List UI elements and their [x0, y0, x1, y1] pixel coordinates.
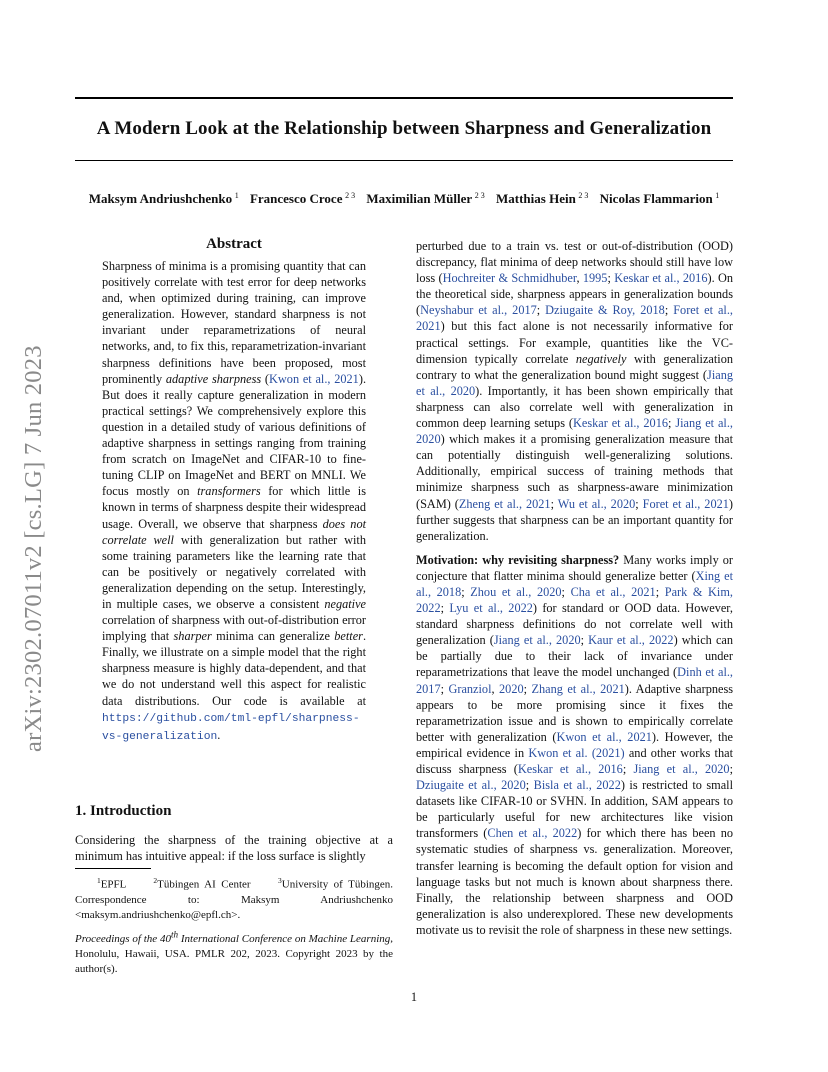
arxiv-identifier: arXiv:2302.07011v2 [cs.LG] 7 Jun 2023: [20, 345, 47, 752]
title-top-rule: [75, 97, 733, 99]
author-list: [75, 191, 733, 207]
text-run: ). Importantly, it has been shown empirically that sharpness can also correlate well with generalization in common deep learning setups (: [416, 383, 733, 431]
citation-link[interactable]: Dziugaite & Roy, 2018: [545, 303, 665, 318]
affiliation-mark: 2 3: [474, 191, 485, 200]
author-name: Nicolas Flammarion: [599, 191, 713, 206]
citation-link[interactable]: Kaur et al., 2022: [588, 633, 674, 648]
text-run: ) which makes it a promising generalization measure that can potentially distinguish well-generalizing solutions. Additionally, empirical success of training methods that minimize sharpness such as sharpness-aware minimization (SAM) (: [416, 432, 733, 511]
citation-link[interactable]: 2020: [499, 681, 524, 696]
introduction-text: Considering the sharpness of the training objective at a minimum has intuitive appeal: if the loss surface is slightly: [75, 833, 393, 864]
citation-link[interactable]: Dinh et al., 2017: [416, 665, 734, 696]
text-run: ,: [576, 271, 583, 286]
text-run: ;: [664, 303, 674, 318]
author-name: Francesco Croce: [249, 191, 343, 206]
abstract-body: Sharpness of minima is a promising quantity that can positively correlate with test error for deep networks and, when optimized during training, can improve generalization. However, standard sharpness is not invariant under reparametrizations of neural networks, and, to fix this, reparametrization-invariant sharpness definitions have been proposed, most prominently adaptive sharpness (Kwon et al., 2021). But does it really capture generalization in modern practical settings? We comprehensively explore this question in a detailed study of various definitions of adaptive sharpness in settings ranging from training from scratch on ImageNet and CIFAR-10 to fine-tuning CLIP on ImageNet and BERT on MNLI. We focus mostly on transformers for which little is known in terms of sharpness despite their widespread usage. Overall, we observe that sharpness does not correlate well with generalization but rather with some training parameters like the learning rate that can be positively or negatively correlated with generalization depending on the setup. Interestingly, in multiple cases, we observe a consistent negative correlation of sharpness with out-of-distribution error implying that sharper minima can generalize better. Finally, we illustrate on a simple model that the right sharpness measure is highly data-dependent, and that we do not understand well this aspect for realistic data distributions. Our code is available at https://github.com/tml-epfl/sharpness-vs-generalization.: [102, 259, 367, 743]
author: [496, 191, 588, 206]
text-run: ;: [622, 762, 634, 776]
proceedings-note: Proceedings of the 40th International Conference on Machine Learning, Honolulu, Hawaii, USA. PMLR 202, 2023. Copyright 2023 by the author(s).: [75, 929, 393, 975]
section-heading-introduction: 1. Introduction: [75, 803, 172, 819]
citation-link[interactable]: Xing et al., 2018: [416, 568, 733, 599]
author: [89, 191, 239, 206]
paragraph-motivation: [416, 552, 733, 938]
citation-link[interactable]: Kwon et al. (2021): [528, 745, 625, 760]
code-repository-link[interactable]: https://github.com/tml-epfl/sharpness-vs-generalization: [102, 712, 360, 743]
text-run: ;: [607, 271, 615, 286]
text-run: ;: [561, 584, 571, 599]
text-run: ) but this fact alone is not necessarily informative for practical settings. For example, quantities like the VC-dimension typically correlate: [416, 319, 733, 366]
citation-link[interactable]: Neyshabur et al., 2017: [420, 303, 537, 318]
citation-link[interactable]: Dziugaite et al., 2020: [416, 778, 526, 793]
text-run: ) which can be partially due to their lack of invariance under reparametrizations that leave the model unchanged (: [416, 633, 734, 680]
citation-link[interactable]: Chen et al., 2022: [487, 826, 578, 841]
author-name: Maksym Andriushchenko: [88, 191, 233, 206]
text-run: ). On the theoretical side, sharpness appears in generalization bounds (: [416, 271, 734, 318]
paper-title: A Modern Look at the Relationship between Sharpness and Generalization: [96, 118, 712, 139]
citation-link[interactable]: Kwon et al., 2021: [269, 371, 359, 386]
text-run: ;: [729, 762, 733, 776]
citation-link[interactable]: Foret et al., 2021: [642, 496, 729, 511]
author: [600, 191, 720, 206]
text-run: perturbed due to a train vs. test or out-of-distribution (OOD) discrepancy, flat minima of deep networks should still have low loss (: [416, 239, 733, 286]
citation-link[interactable]: Hochreiter & Schmidhuber: [442, 271, 577, 286]
citation-link[interactable]: Zhang et al., 2021: [531, 681, 625, 696]
text-run: ) for standard or OOD data. However, standard sharpness definitions do not correlate well with generalization (: [416, 601, 733, 648]
text-run: ;: [550, 496, 558, 511]
author: [366, 191, 484, 206]
text-run: ;: [655, 584, 665, 599]
text-run: ;: [523, 681, 532, 696]
text-run: ) for which there has been no systematic studies of sharpness vs. generalization. Moreover, transfer learning is becoming the default option for vision and language tasks but not much is known about sharpness there. Finally, the relationship between sharpness and OOD generalization is also underexplored. These new developments motivate us to revisit the role of sharpness in these new settings.: [416, 826, 733, 937]
text-run: Many works imply or conjecture that flatter minima should generalize better (: [416, 552, 734, 583]
affiliation-footnote: $^1$EPFL $^2$Tübingen AI Center $^3$University of Tübingen. Correspondence to: Maksym Andriushchenko <maksym.andriushchenko@epfl.ch>.: [75, 876, 394, 921]
citation-link[interactable]: Foret et al., 2021: [416, 303, 733, 334]
paragraph-sharpness-background: [416, 238, 733, 544]
citation-link[interactable]: Zheng et al., 2021: [458, 496, 551, 511]
abstract-heading: Abstract: [206, 236, 262, 252]
author-name: Maximilian Müller: [366, 191, 473, 206]
citation-link[interactable]: Kwon et al., 2021: [556, 729, 652, 744]
affiliation-mark: 2 3: [345, 191, 356, 200]
text-run: ;: [440, 601, 450, 616]
author: [250, 191, 355, 206]
citation-link[interactable]: Wu et al., 2020: [557, 496, 636, 511]
text-run: ) is restricted to small datasets like CIFAR-10 or SVHN. In addition, SAM appears to be particularly useful for new architectures like vision transformers (: [416, 778, 733, 841]
page-number: 1: [410, 990, 418, 1004]
citation-link[interactable]: 1995: [582, 271, 608, 286]
text-run: ). However, the empirical evidence in: [416, 729, 733, 760]
paragraph-run-in-heading: Motivation: why revisiting sharpness?: [416, 552, 620, 567]
citation-link[interactable]: Jiang et al., 2020: [633, 762, 730, 776]
affiliation-mark: 2 3: [578, 191, 589, 200]
footnote-rule: [75, 868, 151, 869]
text-run: ) further suggests that sharpness can be an important quantity for generalization.: [416, 496, 733, 543]
title-bottom-rule: [75, 160, 733, 161]
affiliation-mark: 1: [715, 191, 720, 200]
text-run: and other works that discuss sharpness (: [416, 745, 733, 776]
text-run: ;: [668, 416, 676, 431]
citation-link[interactable]: Park & Kim, 2022: [416, 584, 733, 616]
citation-link[interactable]: Jiang et al., 2020: [493, 633, 581, 648]
affiliation-mark: 1: [234, 191, 239, 200]
citation-link[interactable]: Keskar et al., 2016: [517, 762, 623, 776]
text-run: with generalization contrary to what the generalization bound might suggest (: [416, 351, 734, 382]
text-run: ,: [491, 681, 500, 696]
citation-link[interactable]: Cha et al., 2021: [570, 584, 656, 599]
text-run: ). Adaptive sharpness appears to be more promising since it fixes the reparametrization issue and is shown to empirically correlate better with generalization (: [416, 681, 734, 744]
text-run: ;: [440, 681, 449, 696]
citation-link[interactable]: Keskar et al., 2016: [572, 416, 669, 431]
citation-link[interactable]: Jiang et al., 2020: [416, 416, 733, 447]
text-run: ;: [461, 584, 471, 599]
text-run: ;: [580, 633, 589, 648]
author-name: Matthias Hein: [496, 191, 576, 206]
text-run: ;: [536, 303, 546, 318]
citation-link[interactable]: Granziol: [448, 681, 492, 696]
right-column: [416, 238, 733, 938]
citation-link[interactable]: Keskar et al., 2016: [614, 271, 708, 286]
citation-link[interactable]: Zhou et al., 2020: [470, 584, 562, 599]
citation-link[interactable]: Lyu et al., 2022: [449, 601, 533, 616]
citation-link[interactable]: Bisla et al., 2022: [533, 778, 621, 793]
text-run: ;: [635, 496, 643, 511]
citation-link[interactable]: Jiang et al., 2020: [416, 367, 733, 398]
emphasis-text: negatively: [575, 351, 627, 366]
text-run: ;: [525, 778, 534, 793]
